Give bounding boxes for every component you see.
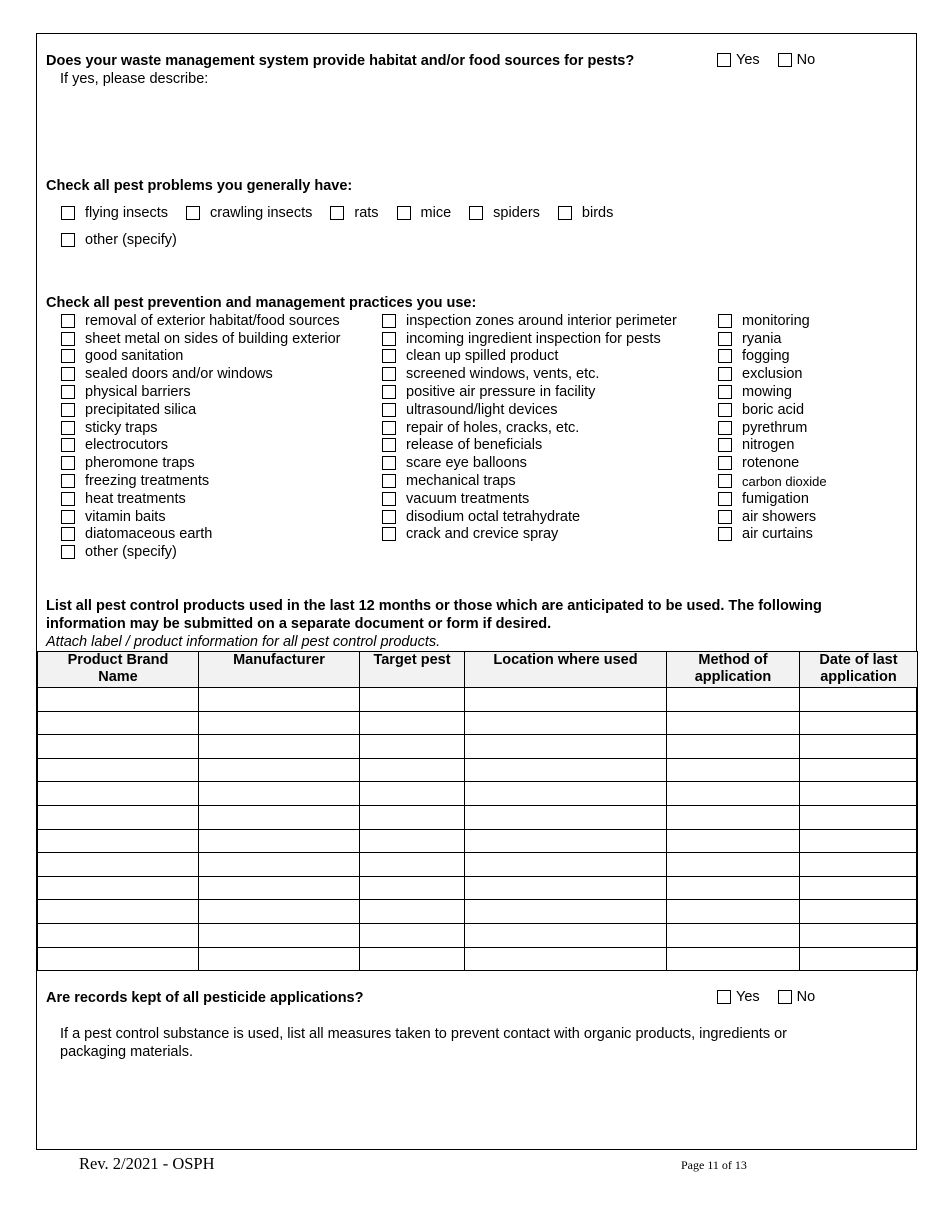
list-item (61, 472, 341, 490)
records-question: Are records kept of all pesticide applications? (46, 990, 364, 1006)
table-cell[interactable] (800, 829, 918, 853)
checkbox[interactable] (61, 206, 75, 220)
table-cell[interactable] (667, 782, 800, 806)
list-item (382, 472, 677, 490)
practice-label: electrocutors (85, 437, 169, 454)
table-cell[interactable] (465, 876, 667, 900)
table-cell[interactable] (38, 853, 199, 877)
practice-label: monitoring (742, 312, 810, 329)
practice-label: air curtains (742, 526, 813, 543)
table-cell[interactable] (360, 735, 465, 759)
list-item (382, 490, 677, 508)
records-no-checkbox[interactable] (778, 990, 792, 1004)
table-cell[interactable] (667, 853, 800, 877)
list-item (61, 419, 341, 437)
table-cell[interactable] (199, 805, 360, 829)
pest-problem-label: rats (354, 205, 379, 221)
list-item (61, 312, 341, 330)
table-cell[interactable] (199, 711, 360, 735)
practice-label: vacuum treatments (406, 490, 530, 507)
checkbox[interactable] (558, 206, 572, 220)
practices-column-3 (718, 312, 827, 543)
prevent-contact-area[interactable] (60, 1066, 900, 1142)
table-cell[interactable] (199, 923, 360, 947)
checkbox[interactable] (382, 385, 396, 399)
checkbox[interactable] (61, 403, 75, 417)
table-cell[interactable] (800, 735, 918, 759)
checkbox[interactable] (469, 206, 483, 220)
checkbox[interactable] (718, 438, 732, 452)
pest-problem-label: birds (581, 205, 614, 221)
practice-label: fogging (742, 348, 790, 365)
list-item (382, 401, 677, 419)
list-item (382, 526, 677, 544)
practice-label: rotenone (742, 455, 800, 472)
table-header-row (38, 652, 918, 688)
practice-label: precipitated silica (85, 401, 197, 418)
list-item (61, 437, 341, 455)
pest-problems-row (61, 205, 631, 221)
table-cell[interactable] (38, 947, 199, 971)
table-cell[interactable] (465, 688, 667, 712)
checkbox[interactable] (382, 438, 396, 452)
table-cell[interactable] (38, 829, 199, 853)
habitat-describe-area[interactable] (60, 92, 900, 168)
table-cell[interactable] (465, 711, 667, 735)
list-item (718, 490, 827, 508)
list-item (718, 401, 827, 419)
products-note: Attach label / product information for all pest control products. (46, 634, 441, 650)
list-item (382, 437, 677, 455)
table-cell[interactable] (360, 829, 465, 853)
column-header-location: Location where used (465, 652, 667, 688)
practice-label: removal of exterior habitat/food sources (85, 312, 340, 329)
table-cell[interactable] (800, 805, 918, 829)
habitat-yes-label: Yes (736, 52, 760, 68)
table-cell[interactable] (360, 758, 465, 782)
practice-label: sheet metal on sides of building exterior (85, 330, 341, 347)
table-cell[interactable] (465, 829, 667, 853)
practice-label: incoming ingredient inspection for pests (406, 330, 661, 347)
checkbox[interactable] (382, 527, 396, 541)
table-cell[interactable] (800, 853, 918, 877)
table-cell[interactable] (800, 711, 918, 735)
table-row (38, 688, 918, 712)
checkbox[interactable] (382, 421, 396, 435)
table-cell[interactable] (199, 829, 360, 853)
table-cell[interactable] (199, 758, 360, 782)
table-cell[interactable] (199, 853, 360, 877)
practice-label: scare eye balloons (406, 455, 527, 472)
list-item (61, 490, 341, 508)
checkbox[interactable] (61, 332, 75, 346)
table-cell[interactable] (38, 758, 199, 782)
list-item (382, 348, 677, 366)
table-cell[interactable] (199, 782, 360, 806)
checkbox[interactable] (718, 421, 732, 435)
checkbox[interactable] (718, 385, 732, 399)
table-cell[interactable] (667, 923, 800, 947)
checkbox[interactable] (718, 492, 732, 506)
checkbox[interactable] (61, 438, 75, 452)
table-cell[interactable] (465, 735, 667, 759)
checkbox[interactable] (61, 367, 75, 381)
table-cell[interactable] (38, 688, 199, 712)
list-item (61, 526, 341, 544)
pest-problem-other-label: other (specify) (85, 232, 177, 248)
list-item (718, 365, 827, 383)
checkbox[interactable] (61, 527, 75, 541)
practices-column-2 (382, 312, 677, 543)
table-row (38, 711, 918, 735)
list-item (61, 365, 341, 383)
list-item (382, 312, 677, 330)
table-row (38, 782, 918, 806)
table-cell[interactable] (800, 923, 918, 947)
table-cell[interactable] (800, 876, 918, 900)
products-heading-line2: information may be submitted on a separate document or form if desired. (46, 616, 552, 632)
table-cell[interactable] (465, 923, 667, 947)
table-cell[interactable] (38, 735, 199, 759)
column-header-manufacturer: Manufacturer (199, 652, 360, 688)
revision-label: Rev. 2/2021 - OSPH (79, 1154, 215, 1173)
records-yes-checkbox[interactable] (717, 990, 731, 1004)
practice-label: other (specify) (85, 544, 177, 561)
table-cell[interactable] (800, 782, 918, 806)
practice-label: boric acid (742, 401, 805, 418)
practice-label: pyrethrum (742, 419, 808, 436)
habitat-describe-label: If yes, please describe: (60, 71, 209, 87)
checkbox[interactable] (718, 349, 732, 363)
list-item (61, 454, 341, 472)
practice-label: good sanitation (85, 348, 184, 365)
checkbox[interactable] (718, 456, 732, 470)
table-cell[interactable] (360, 947, 465, 971)
table-cell[interactable] (360, 853, 465, 877)
list-item (718, 419, 827, 437)
practice-label: positive air pressure in facility (406, 384, 596, 401)
column-header-product-brand: Product Brand Name (38, 652, 199, 688)
practice-label: heat treatments (85, 490, 186, 507)
practices-column-1 (61, 312, 341, 561)
table-cell[interactable] (360, 711, 465, 735)
pest-problem-label: mice (420, 205, 452, 221)
table-cell[interactable] (800, 947, 918, 971)
table-cell[interactable] (667, 688, 800, 712)
practice-label: mechanical traps (406, 473, 516, 490)
list-item (382, 419, 677, 437)
table-row (38, 758, 918, 782)
table-cell[interactable] (199, 900, 360, 924)
table-cell[interactable] (667, 829, 800, 853)
column-header-date: Date of last application (800, 652, 918, 688)
column-header-target-pest: Target pest (360, 652, 465, 688)
habitat-question: Does your waste management system provide habitat and/or food sources for pests? (46, 53, 635, 69)
table-cell[interactable] (667, 876, 800, 900)
table-cell[interactable] (800, 688, 918, 712)
table-cell[interactable] (38, 782, 199, 806)
checkbox[interactable] (382, 510, 396, 524)
checkbox[interactable] (61, 349, 75, 363)
table-cell[interactable] (360, 923, 465, 947)
habitat-yes-no (717, 52, 827, 68)
list-item (382, 365, 677, 383)
pest-problems-heading: Check all pest problems you generally have: (46, 178, 353, 194)
list-item (718, 348, 827, 366)
checkbox[interactable] (61, 456, 75, 470)
practice-label: exclusion (742, 366, 803, 383)
list-item (718, 454, 827, 472)
checkbox[interactable] (61, 314, 75, 328)
checkbox[interactable] (718, 474, 732, 488)
list-item (61, 543, 341, 561)
checkbox[interactable] (397, 206, 411, 220)
practice-label: fumigation (742, 490, 809, 507)
practice-label: disodium octal tetrahydrate (406, 508, 581, 525)
table-row (38, 829, 918, 853)
checkbox[interactable] (718, 527, 732, 541)
list-item (382, 330, 677, 348)
list-item (718, 330, 827, 348)
table-cell[interactable] (38, 876, 199, 900)
practice-label: ryania (742, 330, 782, 347)
products-table (37, 651, 918, 971)
practices-heading: Check all pest prevention and management practices you use: (46, 295, 477, 311)
table-cell[interactable] (800, 900, 918, 924)
checkbox[interactable] (61, 510, 75, 524)
habitat-no-checkbox[interactable] (778, 53, 792, 67)
checkbox[interactable] (382, 332, 396, 346)
pest-problem-label: flying insects (85, 205, 169, 221)
table-row (38, 876, 918, 900)
list-item (718, 437, 827, 455)
table-cell[interactable] (360, 805, 465, 829)
table-row (38, 805, 918, 829)
list-item (718, 472, 827, 490)
table-cell[interactable] (38, 805, 199, 829)
table-cell[interactable] (465, 900, 667, 924)
list-item (718, 508, 827, 526)
practice-label: pheromone traps (85, 455, 195, 472)
prevent-contact-line1: If a pest control substance is used, list all measures taken to prevent contact with organic products, ingredients or (60, 1026, 787, 1042)
checkbox[interactable] (61, 421, 75, 435)
practice-label: inspection zones around interior perimeter (406, 312, 677, 329)
table-cell[interactable] (465, 853, 667, 877)
practice-label: sealed doors and/or windows (85, 366, 273, 383)
list-item (61, 383, 341, 401)
records-yes-label: Yes (736, 989, 760, 1005)
table-cell[interactable] (199, 876, 360, 900)
pest-problems-other-row (61, 232, 195, 248)
table-cell[interactable] (360, 876, 465, 900)
checkbox[interactable] (186, 206, 200, 220)
table-row (38, 947, 918, 971)
checkbox[interactable] (61, 385, 75, 399)
list-item (382, 383, 677, 401)
form-frame (36, 33, 917, 1150)
practice-label: vitamin baits (85, 508, 166, 525)
habitat-yes-checkbox[interactable] (717, 53, 731, 67)
list-item (382, 508, 677, 526)
table-cell[interactable] (465, 805, 667, 829)
records-yes-no (717, 989, 827, 1005)
page-number: Page 11 of 13 (681, 1158, 747, 1172)
checkbox[interactable] (718, 510, 732, 524)
practice-label: air showers (742, 508, 817, 525)
practice-label: release of beneficials (406, 437, 543, 454)
table-row (38, 853, 918, 877)
list-item (718, 312, 827, 330)
list-item (718, 383, 827, 401)
list-item (718, 526, 827, 544)
checkbox[interactable] (61, 474, 75, 488)
table-cell[interactable] (199, 947, 360, 971)
practice-label: diatomaceous earth (85, 526, 213, 543)
table-cell[interactable] (38, 711, 199, 735)
products-heading-line1: List all pest control products used in the last 12 months or those which are anticipated to be used. The following (46, 598, 822, 614)
table-row (38, 900, 918, 924)
checkbox[interactable] (382, 314, 396, 328)
list-item (61, 330, 341, 348)
checkbox[interactable] (718, 314, 732, 328)
table-cell[interactable] (38, 923, 199, 947)
checkbox[interactable] (382, 456, 396, 470)
prevent-contact-line2: packaging materials. (60, 1044, 193, 1060)
table-cell[interactable] (667, 947, 800, 971)
practice-label: repair of holes, cracks, etc. (406, 419, 580, 436)
practice-label: freezing treatments (85, 473, 210, 490)
checkbox[interactable] (718, 367, 732, 381)
table-cell[interactable] (465, 947, 667, 971)
table-cell[interactable] (199, 688, 360, 712)
checkbox[interactable] (330, 206, 344, 220)
table-row (38, 923, 918, 947)
checkbox[interactable] (718, 332, 732, 346)
pest-problem-label: spiders (493, 205, 540, 221)
checkbox[interactable] (61, 545, 75, 559)
practice-label: screened windows, vents, etc. (406, 366, 600, 383)
table-cell[interactable] (38, 900, 199, 924)
practice-label: mowing (742, 384, 792, 401)
practice-label: sticky traps (85, 419, 158, 436)
records-no-label: No (796, 989, 816, 1005)
list-item (382, 454, 677, 472)
table-cell[interactable] (667, 711, 800, 735)
table-cell[interactable] (667, 805, 800, 829)
pest-problem-label: crawling insects (210, 205, 313, 221)
checkbox[interactable] (382, 403, 396, 417)
list-item (61, 401, 341, 419)
table-cell[interactable] (199, 735, 360, 759)
table-cell[interactable] (465, 758, 667, 782)
table-cell[interactable] (667, 900, 800, 924)
checkbox[interactable] (382, 367, 396, 381)
practice-label: nitrogen (742, 437, 795, 454)
checkbox[interactable] (61, 233, 75, 247)
checkbox[interactable] (382, 474, 396, 488)
checkbox[interactable] (382, 349, 396, 363)
table-row (38, 735, 918, 759)
habitat-no-label: No (796, 52, 816, 68)
table-cell[interactable] (667, 735, 800, 759)
checkbox[interactable] (382, 492, 396, 506)
table-cell[interactable] (800, 758, 918, 782)
table-cell[interactable] (360, 782, 465, 806)
table-cell[interactable] (360, 900, 465, 924)
practice-label: clean up spilled product (406, 348, 559, 365)
practice-label: ultrasound/light devices (406, 401, 558, 418)
table-cell[interactable] (465, 782, 667, 806)
table-cell[interactable] (667, 758, 800, 782)
practice-label: crack and crevice spray (406, 526, 559, 543)
checkbox[interactable] (61, 492, 75, 506)
list-item (61, 348, 341, 366)
column-header-method: Method of application (667, 652, 800, 688)
checkbox[interactable] (718, 403, 732, 417)
table-cell[interactable] (360, 688, 465, 712)
practice-label: physical barriers (85, 384, 191, 401)
practice-label: carbon dioxide (742, 473, 827, 489)
list-item (61, 508, 341, 526)
